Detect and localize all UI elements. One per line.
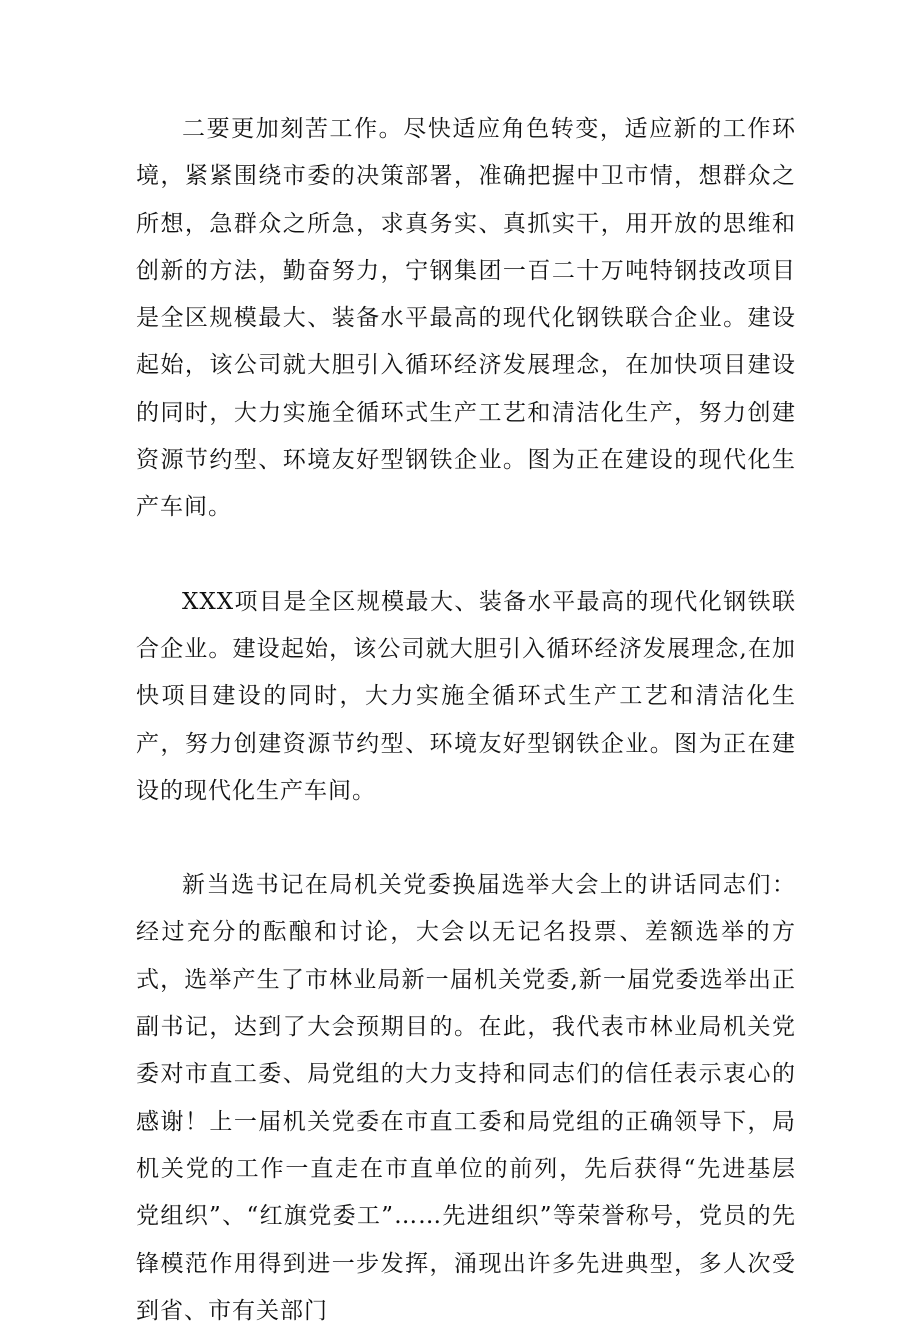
paragraph-1: 二要更加刻苦工作。尽快适应角色转变，适应新的工作环境，紧紧围绕市委的决策部署，准确把握中卫市情，想群众之所想，急群众之所急，求真务实、真抓实干，用开放的思维和创新的方法，勤奋努力，宁钢集团一百二十万吨特钢技改项目是全区规模最大、装备水平最高的现代化钢铁联合企业。建设起始，该公司就大胆引入循环经济发展理念，在加快项目建设的同时，大力实施全循环式生产工艺和清洁化生产，努力创建资源节约型、环境友好型钢铁企业。图为正在建设的现代化生产车间。 — [136, 116, 796, 521]
paragraph-2: XXX项目是全区规模最大、装备水平最高的现代化钢铁联合企业。建设起始，该公司就大胆引入循环经济发展理念,在加快项目建设的同时，大力实施全循环式生产工艺和清洁化生产，努力创建资源节约型、环境友好型钢铁企业。图为正在建设的现代化生产车间。 — [136, 588, 796, 804]
document-body — [136, 106, 796, 1335]
paragraph-3: 新当选书记在局机关党委换届选举大会上的讲话同志们：经过充分的酝酿和讨论，大会以无记名投票、差额选举的方式，选举产生了市林业局新一届机关党委,新一届党委选举出正副书记，达到了大会预期目的。在此，我代表市林业局机关党委对市直工委、局党组的大力支持和同志们的信任表示衷心的感谢！上一届机关党委在市直工委和局党组的正确领导下，局机关党的工作一直走在市直单位的前列，先后获得“先进基层党组织”、“红旗党委工”……先进组织”等荣誉称号，党员的先锋模范作用得到进一步发挥，涌现出许多先进典型，多人次受到省、市有关部门 — [136, 872, 796, 1324]
